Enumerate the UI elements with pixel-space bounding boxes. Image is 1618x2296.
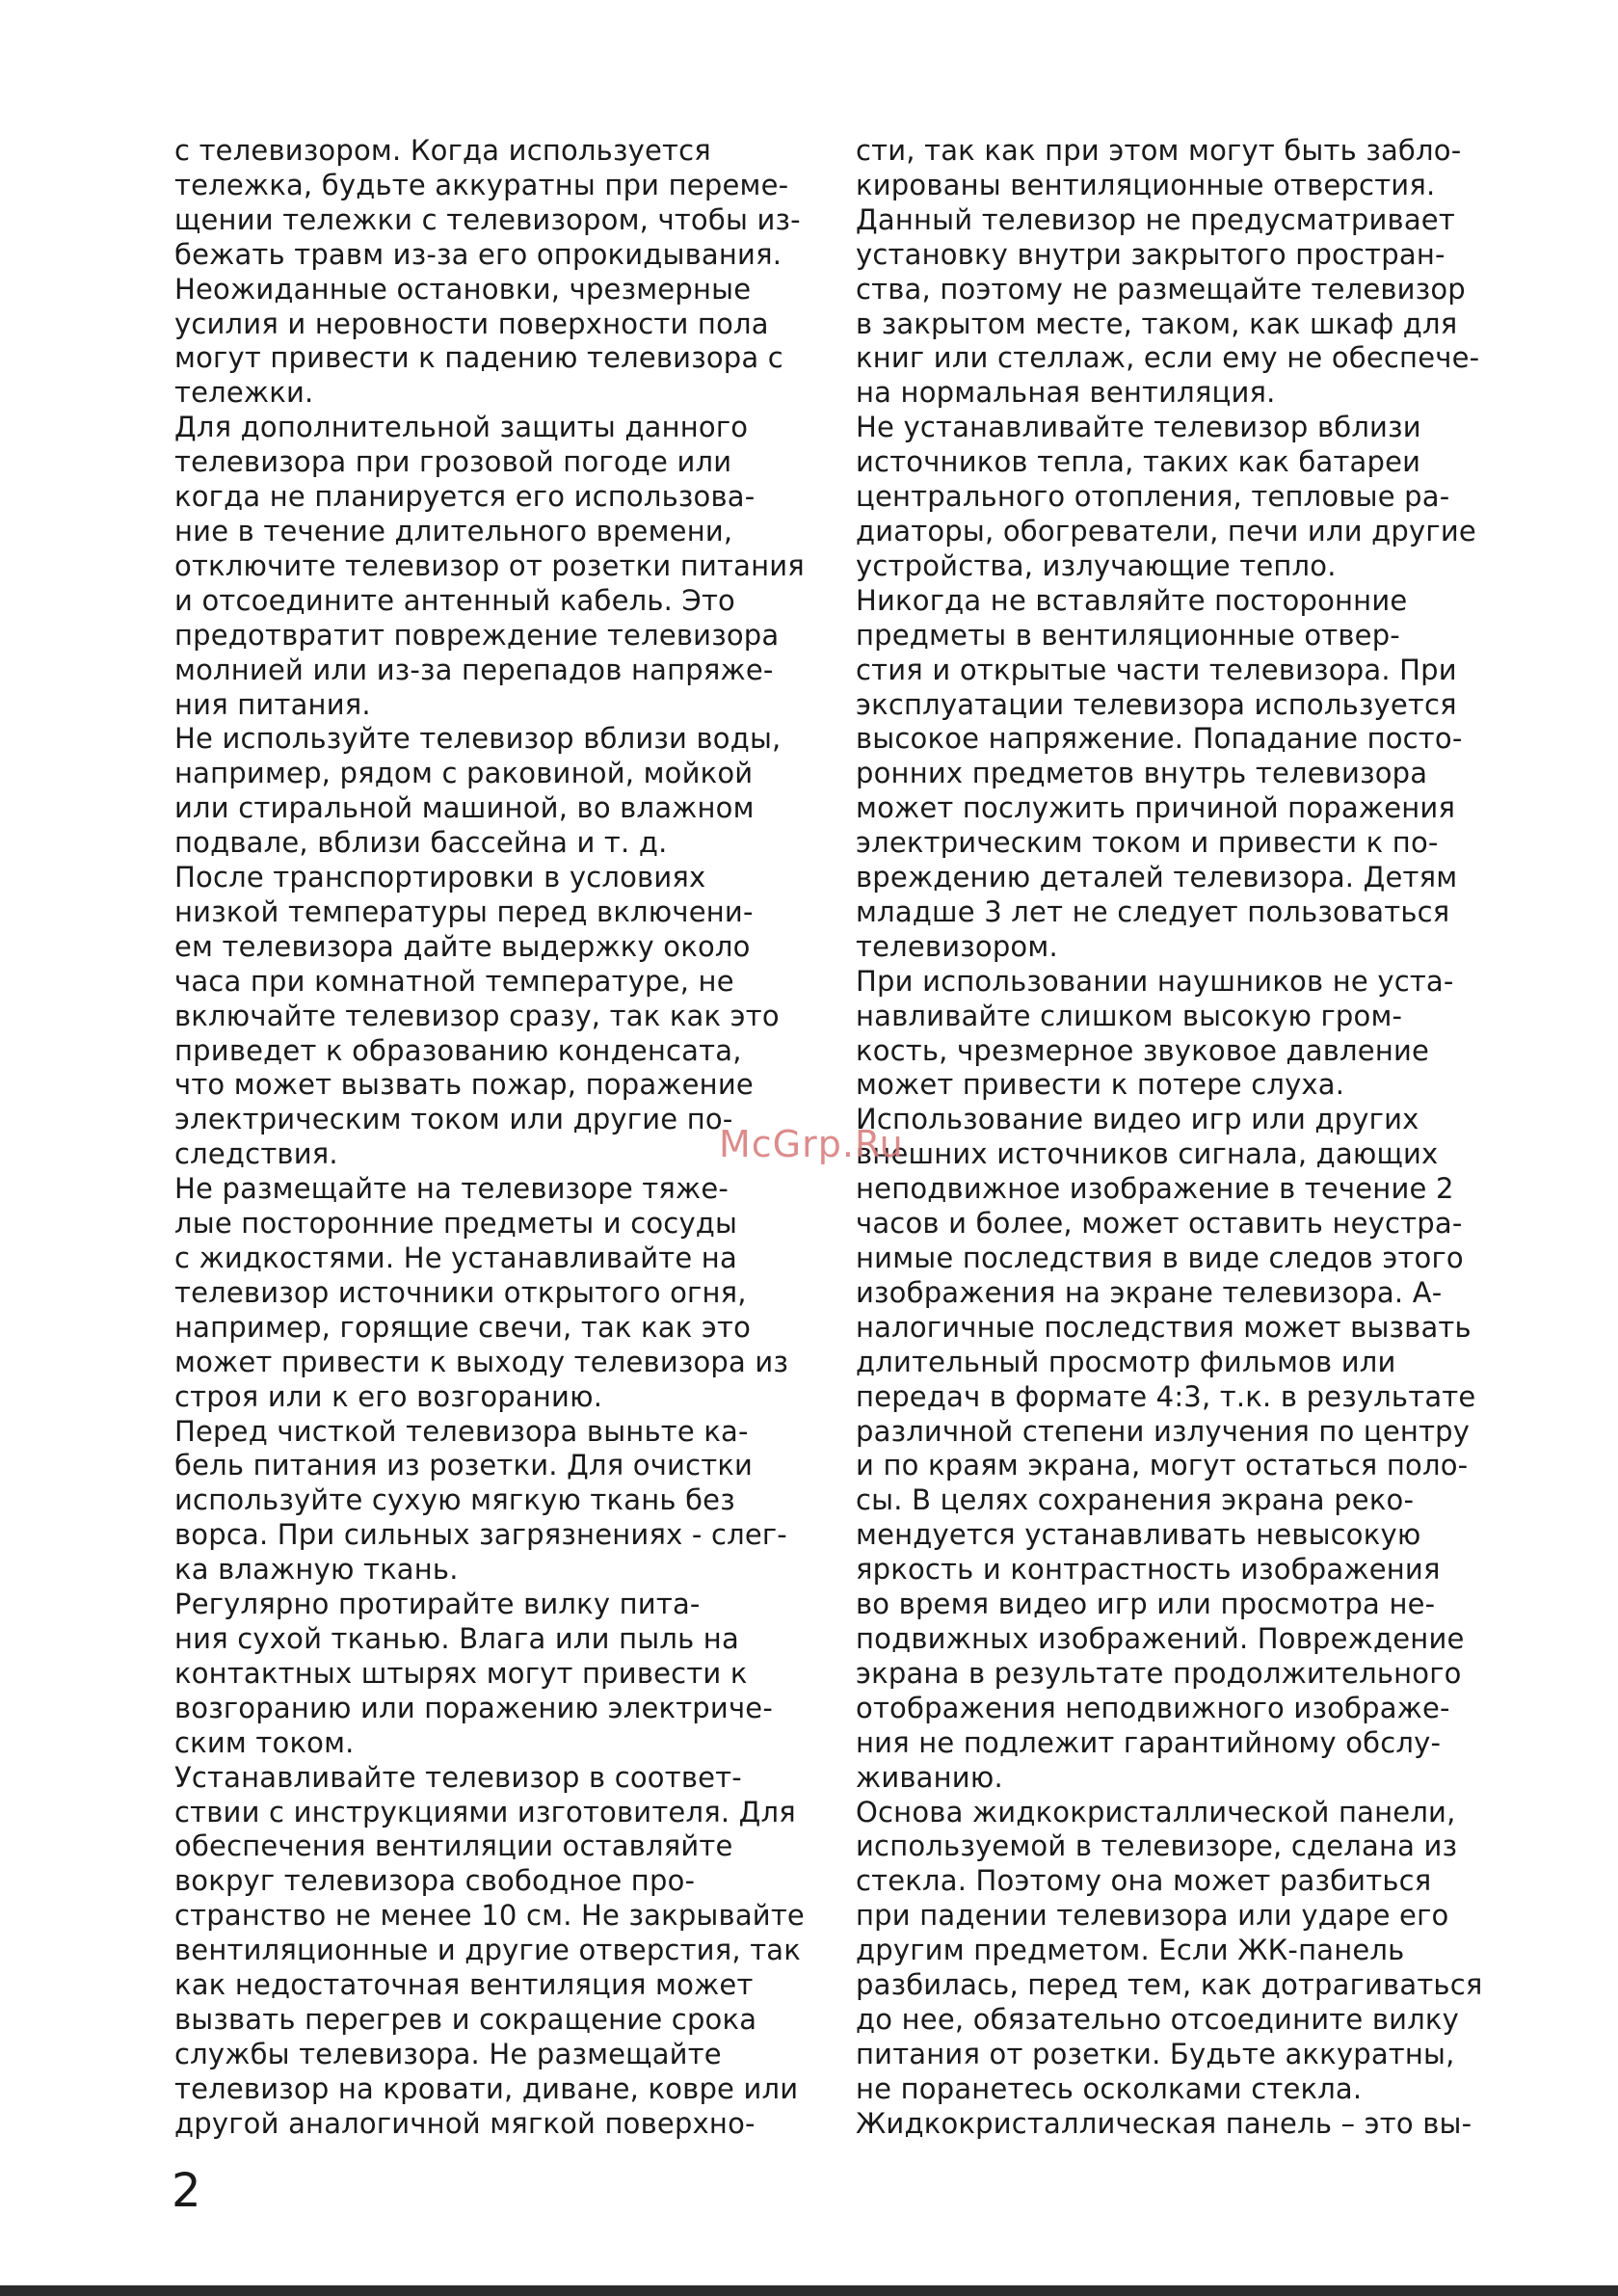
text-line: включайте телевизор сразу, так как это [174,999,780,1032]
text-line: например, горящие свечи, так как это [174,1310,752,1344]
text-line: или стиральной машиной, во влажном [174,791,755,825]
text-line: часа при комнатной температуре, не [174,964,734,998]
text-line: используемой в телевизоре, сделана из [856,1829,1458,1863]
text-line: подвижных изображений. Повреждение [856,1621,1465,1655]
text-line: Для дополнительной защиты данного [174,411,749,444]
page-number: 2 [172,2164,201,2218]
text-line: телевизором. [856,929,1058,963]
text-line: когда не планируется его использова- [174,480,756,514]
text-line: различной степени излучения по центру [856,1414,1471,1448]
text-line: может послужить причиной поражения [856,791,1456,825]
text-line: длительный просмотр фильмов или [856,1345,1396,1378]
text-line: экрана в результате продолжительного [856,1656,1462,1690]
text-line: возгоранию или поражению электриче- [174,1691,773,1724]
text-line: яркость и контрастность изображения [856,1553,1441,1587]
text-line: и отсоедините антенный кабель. Это [174,583,735,617]
text-line: передач в формате 4:3, т.к. в результате [856,1379,1476,1413]
text-line: электрическим током и привести к по- [856,826,1439,860]
text-line: стекла. Поэтому она может разбиться [856,1864,1432,1898]
text-line: сы. В целях сохранения экрана реко- [856,1483,1415,1517]
text-line: После транспортировки в условиях [174,861,706,894]
text-line: лые посторонние предметы и сосуды [174,1207,738,1241]
text-line: младше 3 лет не следует пользоваться [856,894,1450,928]
text-line: на нормальная вентиляция. [856,376,1276,410]
text-line: низкой температуры перед включени- [174,894,754,928]
text-line: следствия. [174,1137,338,1171]
text-line: могут привести к падению телевизора с [174,341,783,375]
text-line: ния сухой тканью. Влага или пыль на [174,1621,739,1655]
text-line: вентиляционные и другие отверстия, так [174,1934,801,1967]
text-line: контактных штырях могут привести к [174,1656,748,1690]
text-line: ем телевизора дайте выдержку около [174,929,751,963]
text-line: телевизор источники открытого огня, [174,1275,747,1309]
text-line: отображения неподвижного изображе- [856,1691,1450,1724]
text-line: вокруг телевизора свободное про- [174,1864,696,1898]
text-line: живанию. [856,1760,1003,1794]
right-text-column [856,134,1501,2142]
text-line: до нее, обязательно отсоедините вилку [856,2002,1460,2036]
text-line: другой аналогичной мягкой поверхно- [174,2106,756,2140]
text-line: питания от розетки. Будьте аккуратны, [856,2037,1455,2070]
text-line: устройства, излучающие тепло. [856,548,1337,582]
text-line: Не устанавливайте телевизор вблизи [856,411,1421,444]
text-line: приведет к образованию конденсата, [174,1033,742,1067]
text-line: предметы в вентиляционные отвер- [856,618,1400,652]
text-line: может привести к выходу телевизора из [174,1345,789,1378]
text-line: ние в течение длительного времени, [174,514,733,547]
bottom-border [0,2285,1618,2296]
text-line: тележки. [174,376,314,410]
text-line: во время видео игр или просмотра не- [856,1588,1436,1621]
text-line: Регулярно протирайте вилку пита- [174,1588,701,1621]
text-line: при падении телевизора или ударе его [856,1899,1449,1933]
text-line: бель питания из розетки. Для очистки [174,1449,754,1482]
text-line: навливайте слишком высокую гром- [856,999,1403,1032]
text-line: отключите телевизор от розетки питания [174,548,805,582]
text-line: используйте сухую мягкую ткань без [174,1483,735,1517]
text-line: службы телевизора. Не размещайте [174,2037,722,2070]
text-line: молнией или из-за перепадов напряже- [174,653,774,686]
text-line: стия и открытые части телевизора. При [856,653,1457,686]
text-line: усилия и неровности поверхности пола [174,307,769,340]
text-line: Жидкокристаллическая панель – это вы- [856,2106,1472,2140]
text-line: разбилась, перед тем, как дотрагиваться [856,1968,1483,2002]
text-line: вреждению деталей телевизора. Детям [856,861,1458,894]
text-line: Неожиданные остановки, чрезмерные [174,272,752,306]
text-line: часов и более, может оставить неустра- [856,1207,1463,1241]
text-line: Перед чисткой телевизора выньте ка- [174,1414,749,1448]
text-line: источников тепла, таких как батареи [856,445,1421,479]
text-line: что может вызвать пожар, поражение [174,1068,754,1102]
text-line: строя или к его возгоранию. [174,1379,603,1413]
text-line: Данный телевизор не предусматривает [856,202,1455,236]
text-line: Не используйте телевизор вблизи воды, [174,722,782,756]
text-line: диаторы, обогреватели, печи или другие [856,514,1476,547]
text-line: электрическим током или другие по- [174,1103,733,1136]
text-line: с жидкостями. Не устанавливайте на [174,1241,737,1274]
text-line: сти, так как при этом могут быть забло- [856,134,1462,167]
text-line: ронних предметов внутрь телевизора [856,757,1428,790]
text-line: центрального отопления, тепловые ра- [856,480,1450,514]
text-line: ствии с инструкциями изготовителя. Для [174,1795,796,1829]
text-line: Использование видео игр или других [856,1103,1419,1136]
text-line: щении тележки с телевизором, чтобы из- [174,202,801,236]
text-line: тележка, будьте аккуратны при переме- [174,168,789,201]
text-line: с телевизором. Когда используется [174,134,711,167]
text-line: как недостаточная вентиляция может [174,1968,754,2002]
text-line: вызвать перегрев и сокращение срока [174,2002,757,2036]
text-line: ния питания. [174,687,371,721]
text-line: другим предметом. Если ЖК-панель [856,1934,1405,1967]
text-line: и по краям экрана, могут остаться поло- [856,1449,1469,1482]
text-line: например, рядом с раковиной, мойкой [174,757,754,790]
text-line: установку внутри закрытого простран- [856,237,1446,271]
text-line: Устанавливайте телевизор в соответ- [174,1760,742,1794]
text-line: внешних источников сигнала, дающих [856,1137,1439,1171]
text-line: эксплуатации телевизора используется [856,687,1457,721]
text-line: бежать травм из-за его опрокидывания. [174,237,782,271]
text-line: предотвратит повреждение телевизора [174,618,780,652]
text-line: ским током. [174,1725,355,1759]
text-line: Никогда не вставляйте посторонние [856,583,1408,617]
text-line: кированы вентиляционные отверстия. [856,168,1436,201]
text-line: телевизора при грозовой погоде или [174,445,732,479]
text-line: обеспечения вентиляции оставляйте [174,1829,733,1863]
text-line: ства, поэтому не размещайте телевизор [856,272,1466,306]
text-line: ворса. При сильных загрязнениях - слег- [174,1518,787,1552]
text-line: подвале, вблизи бассейна и т. д. [174,826,668,860]
text-line: не поранетесь осколками стекла. [856,2071,1363,2105]
text-line: нимые последствия в виде следов этого [856,1241,1464,1274]
text-line: Не размещайте на телевизоре тяже- [174,1172,729,1206]
text-line: При использовании наушников не уста- [856,964,1454,998]
text-line: кость, чрезмерное звуковое давление [856,1033,1430,1067]
text-line: Основа жидкокристаллической панели, [856,1795,1456,1829]
text-line: изображения на экране телевизора. А- [856,1275,1443,1309]
text-line: телевизор на кровати, диване, ковре или [174,2071,799,2105]
text-line: ния не подлежит гарантийному обслу- [856,1725,1442,1759]
text-line: высокое напряжение. Попадание посто- [856,722,1463,756]
text-line: книг или стеллаж, если ему не обеспече- [856,341,1480,375]
watermark: McGrp.Ru [719,1123,904,1165]
text-line: странство не менее 10 см. Не закрывайте [174,1899,805,1933]
text-line: ка влажную ткань. [174,1553,459,1587]
text-line: в закрытом месте, таком, как шкаф для [856,307,1458,340]
text-line: налогичные последствия может вызвать [856,1310,1472,1344]
text-line: неподвижное изображение в течение 2 [856,1172,1454,1206]
text-line: может привести к потере слуха. [856,1068,1345,1102]
text-line: мендуется устанавливать невысокую [856,1518,1421,1552]
